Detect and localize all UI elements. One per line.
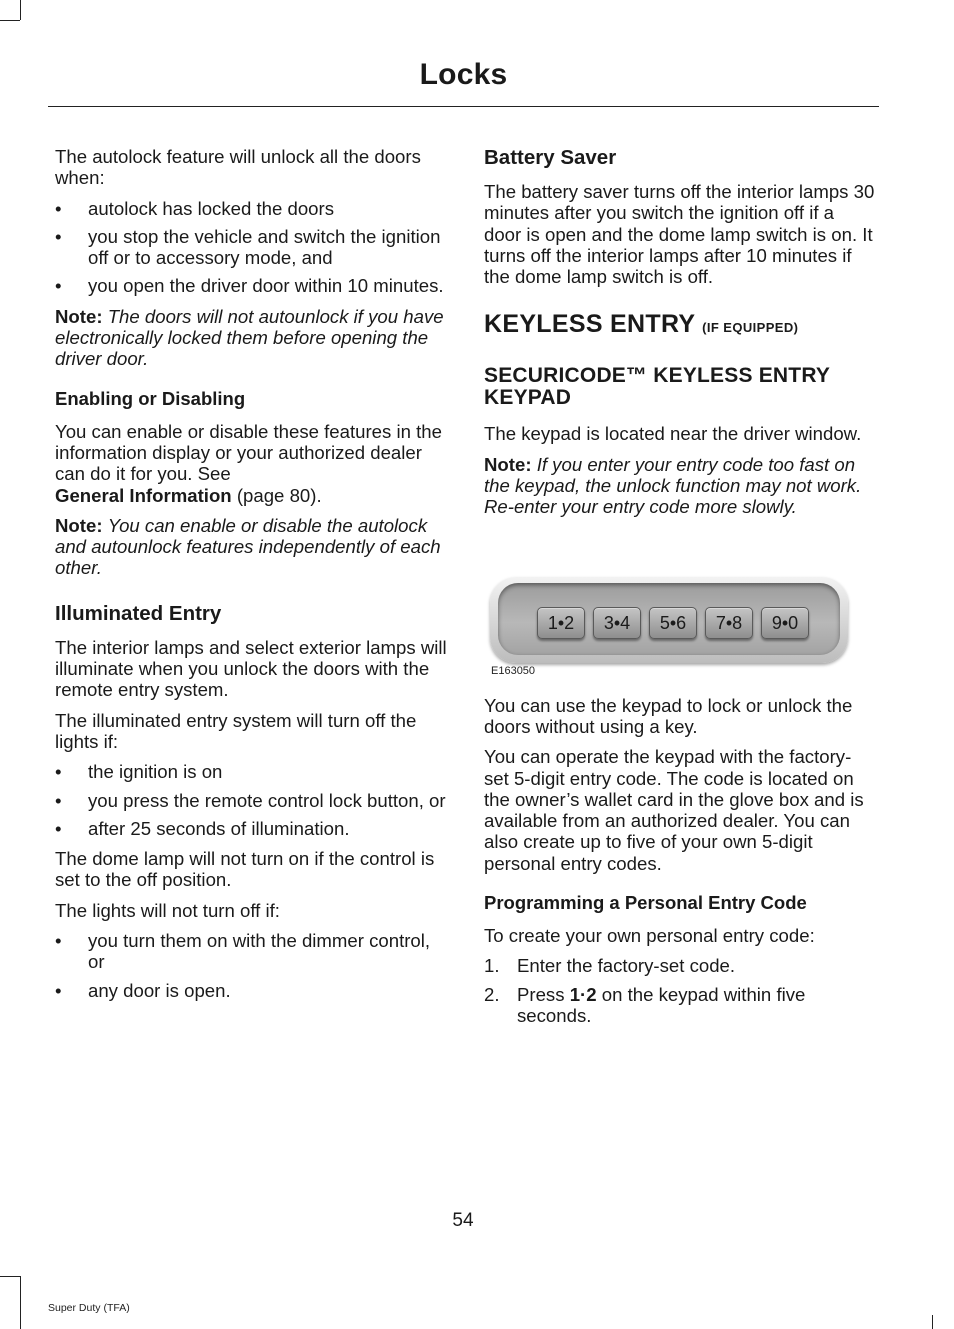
- keypad-key-3-4: 3•4: [593, 607, 641, 639]
- keypad-keys: [537, 607, 809, 639]
- note-text: If you enter your entry code too fast on the keypad, the unlock function may not work. Re-enter your entry code more slowly.: [484, 453, 862, 518]
- illuminated-p2: The illuminated entry system will turn off the lights if:: [55, 709, 417, 752]
- keypad-bezel: [490, 577, 848, 663]
- if-equipped-qualifier: (IF EQUIPPED): [702, 320, 799, 336]
- autolock-conditions-list: [55, 198, 447, 297]
- list-item: • after 25 seconds of illumination.: [55, 817, 350, 839]
- keypad-location-text: The keypad is located near the driver window.: [484, 423, 862, 445]
- list-item: • you stop the vehicle and switch the ignition off or to accessory mode, and: [55, 225, 441, 269]
- bullet-mark: •: [55, 225, 62, 247]
- keypad-key-5-6: 5•6: [649, 607, 697, 639]
- bullet-mark: •: [55, 789, 62, 811]
- keypad-key-7-8: 7•8: [705, 607, 753, 639]
- list-item: • you open the driver door within 10 minutes.: [55, 275, 444, 297]
- list-item: • the ignition is on: [55, 761, 223, 783]
- bullet-mark: •: [55, 930, 62, 952]
- bullet-mark: •: [55, 817, 62, 839]
- note-label: Note:: [55, 305, 103, 327]
- figure-label: E163050: [491, 664, 536, 677]
- crop-mark-bottom-left-v: [20, 1276, 21, 1329]
- bullet-mark: •: [55, 979, 62, 1001]
- enabling-text: You can enable or disable these features in the information display or your authorized dealer can do it for you. See General Information (page 80).: [55, 420, 442, 506]
- list-item: • any door is open.: [55, 979, 231, 1001]
- step-number: 1.: [484, 955, 500, 977]
- battery-saver-heading: Battery Saver: [484, 146, 617, 169]
- keypad-key-1-2: 1•2: [537, 607, 585, 639]
- step-number: 2.: [484, 983, 500, 1005]
- securicode-heading: SECURICODE™ KEYLESS ENTRY KEYPAD: [484, 364, 830, 410]
- crop-mark-top-left-v: [20, 0, 21, 20]
- crop-mark-bottom-left-h: [0, 1276, 20, 1277]
- battery-saver-text: The battery saver turns off the interior lamps 30 minutes after you switch the ignition off if a door is open and the dome lamp switch is on. It turns off the interior lamps after 10 minutes if the dome lamp switch is off.: [484, 181, 875, 288]
- keypad-key-9-0: 9•0: [761, 607, 809, 639]
- note-label: Note:: [484, 453, 532, 475]
- note-autounlock: [55, 306, 447, 370]
- crop-mark-bottom-right-v: [932, 1315, 933, 1329]
- list-item: • you press the remote control lock button, or: [55, 789, 446, 811]
- list-item: • you turn them on with the dimmer control, or: [55, 930, 431, 973]
- enabling-heading: Enabling or Disabling: [55, 387, 246, 409]
- right-column: [484, 146, 876, 1035]
- list-item: • autolock has locked the doors: [55, 197, 335, 219]
- lights-on-list: [55, 930, 447, 1001]
- note-text: You can enable or disable the autolock and autounlock features independently of each other.: [55, 514, 441, 579]
- left-column: [55, 146, 447, 1010]
- illuminated-entry-heading: Illuminated Entry: [55, 601, 222, 625]
- note-label: Note:: [55, 514, 103, 536]
- illuminated-p4: The lights will not turn off if:: [55, 899, 280, 921]
- illuminated-p1: The interior lamps and select exterior lamps will illuminate when you unlock the doors with the remote entry system.: [55, 636, 447, 701]
- bullet-mark: •: [55, 275, 62, 297]
- page-number: 54: [452, 1210, 474, 1231]
- general-information-link[interactable]: General Information: [55, 484, 232, 506]
- list-item: 2. Press 1·2 on the keypad within five seconds.: [484, 983, 806, 1026]
- autolock-intro: The autolock feature will unlock all the doors when:: [55, 146, 421, 189]
- lights-off-list: [55, 761, 447, 839]
- footer-text: Super Duty (TFA): [48, 1302, 130, 1314]
- keypad-operate-text: You can operate the keypad with the factory-set 5-digit entry code. The code is located on the owner’s wallet card in the glove box and is available from an authorized dealer. You can also create up to five of your own 5-digit personal entry codes.: [484, 746, 864, 874]
- list-item: 1. Enter the factory-set code.: [484, 955, 736, 977]
- keyless-entry-heading: KEYLESS ENTRY (IF EQUIPPED): [484, 310, 799, 339]
- page-title: Locks: [419, 58, 508, 91]
- title-divider: [48, 106, 879, 107]
- keypad-panel: [498, 583, 840, 655]
- programming-steps: [484, 955, 876, 1026]
- note-enable: [55, 515, 447, 579]
- note-keypad: [484, 454, 876, 518]
- note-text: The doors will not autounlock if you have electronically locked them before opening the driver door.: [55, 305, 444, 370]
- crop-mark-top-left-h: [0, 20, 20, 21]
- keypad-use-text: You can use the keypad to lock or unlock the doors without using a key.: [484, 694, 853, 737]
- illuminated-p3: The dome lamp will not turn on if the control is set to the off position.: [55, 848, 435, 891]
- keypad-figure: [484, 527, 876, 687]
- programming-intro: To create your own personal entry code:: [484, 925, 815, 947]
- bullet-mark: •: [55, 761, 62, 783]
- programming-heading: Programming a Personal Entry Code: [484, 892, 807, 914]
- bullet-mark: •: [55, 197, 62, 219]
